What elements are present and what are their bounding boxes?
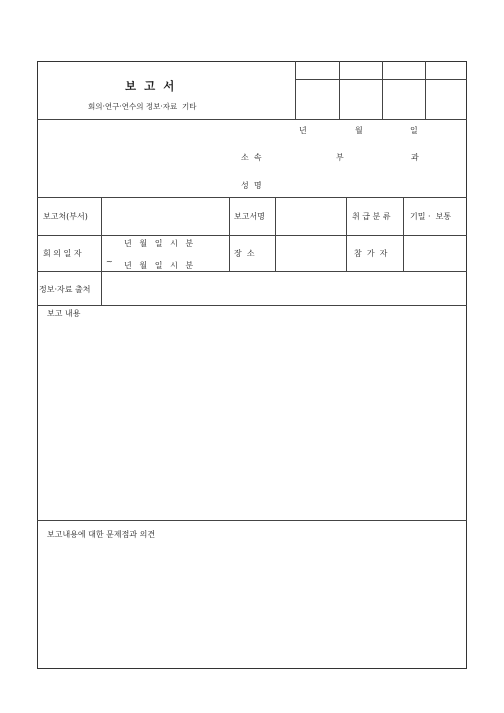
attendees-label: 참 가 자 bbox=[354, 249, 388, 258]
time-range-tilde: ~ bbox=[106, 257, 113, 266]
row-divider bbox=[37, 305, 467, 306]
department-label: 부 bbox=[336, 153, 344, 162]
issues-opinions-label: 보고내용에 대한 문제점과 의견 bbox=[47, 530, 156, 539]
date-day-label: 일 bbox=[410, 126, 418, 135]
approval-grid-left-border bbox=[295, 61, 296, 119]
report-title-label: 보고서명 bbox=[234, 212, 265, 221]
place-label: 장 소 bbox=[234, 249, 255, 258]
column-divider bbox=[101, 197, 102, 305]
row-divider bbox=[37, 235, 467, 236]
column-divider bbox=[403, 197, 404, 271]
report-content-label: 보고 내용 bbox=[47, 309, 81, 318]
form-title: 보 고 서 bbox=[125, 79, 175, 93]
info-source-label: 정보·자료 출처 bbox=[39, 285, 91, 294]
approval-grid-divider bbox=[339, 61, 340, 119]
approval-grid-divider bbox=[425, 61, 426, 119]
row-divider bbox=[37, 271, 467, 272]
approval-grid-header-line bbox=[295, 79, 467, 80]
column-divider bbox=[229, 197, 230, 271]
approval-grid-divider bbox=[382, 61, 383, 119]
column-divider bbox=[275, 197, 276, 271]
section-label: 과 bbox=[411, 153, 419, 162]
form-subtitle: 회의·연구·연수의 정보·자료 기타 bbox=[88, 102, 197, 111]
meeting-end-time: 년 월 일 시 분 bbox=[124, 261, 194, 270]
affiliation-label: 소 속 bbox=[241, 153, 262, 162]
header-divider bbox=[37, 119, 467, 120]
meeting-date-label: 회 의 일 자 bbox=[43, 249, 82, 258]
handling-class-label: 취 급 분 류 bbox=[352, 212, 391, 221]
row-divider bbox=[37, 520, 467, 521]
date-year-label: 년 bbox=[299, 126, 307, 135]
date-month-label: 월 bbox=[355, 126, 363, 135]
meeting-start-time: 년 월 일 시 분 bbox=[124, 239, 194, 248]
name-label: 성 명 bbox=[241, 181, 262, 190]
column-divider bbox=[346, 197, 347, 271]
report-to-label: 보고처(부서) bbox=[43, 212, 88, 221]
handling-class-value: 기밀 · 보통 bbox=[410, 212, 452, 221]
